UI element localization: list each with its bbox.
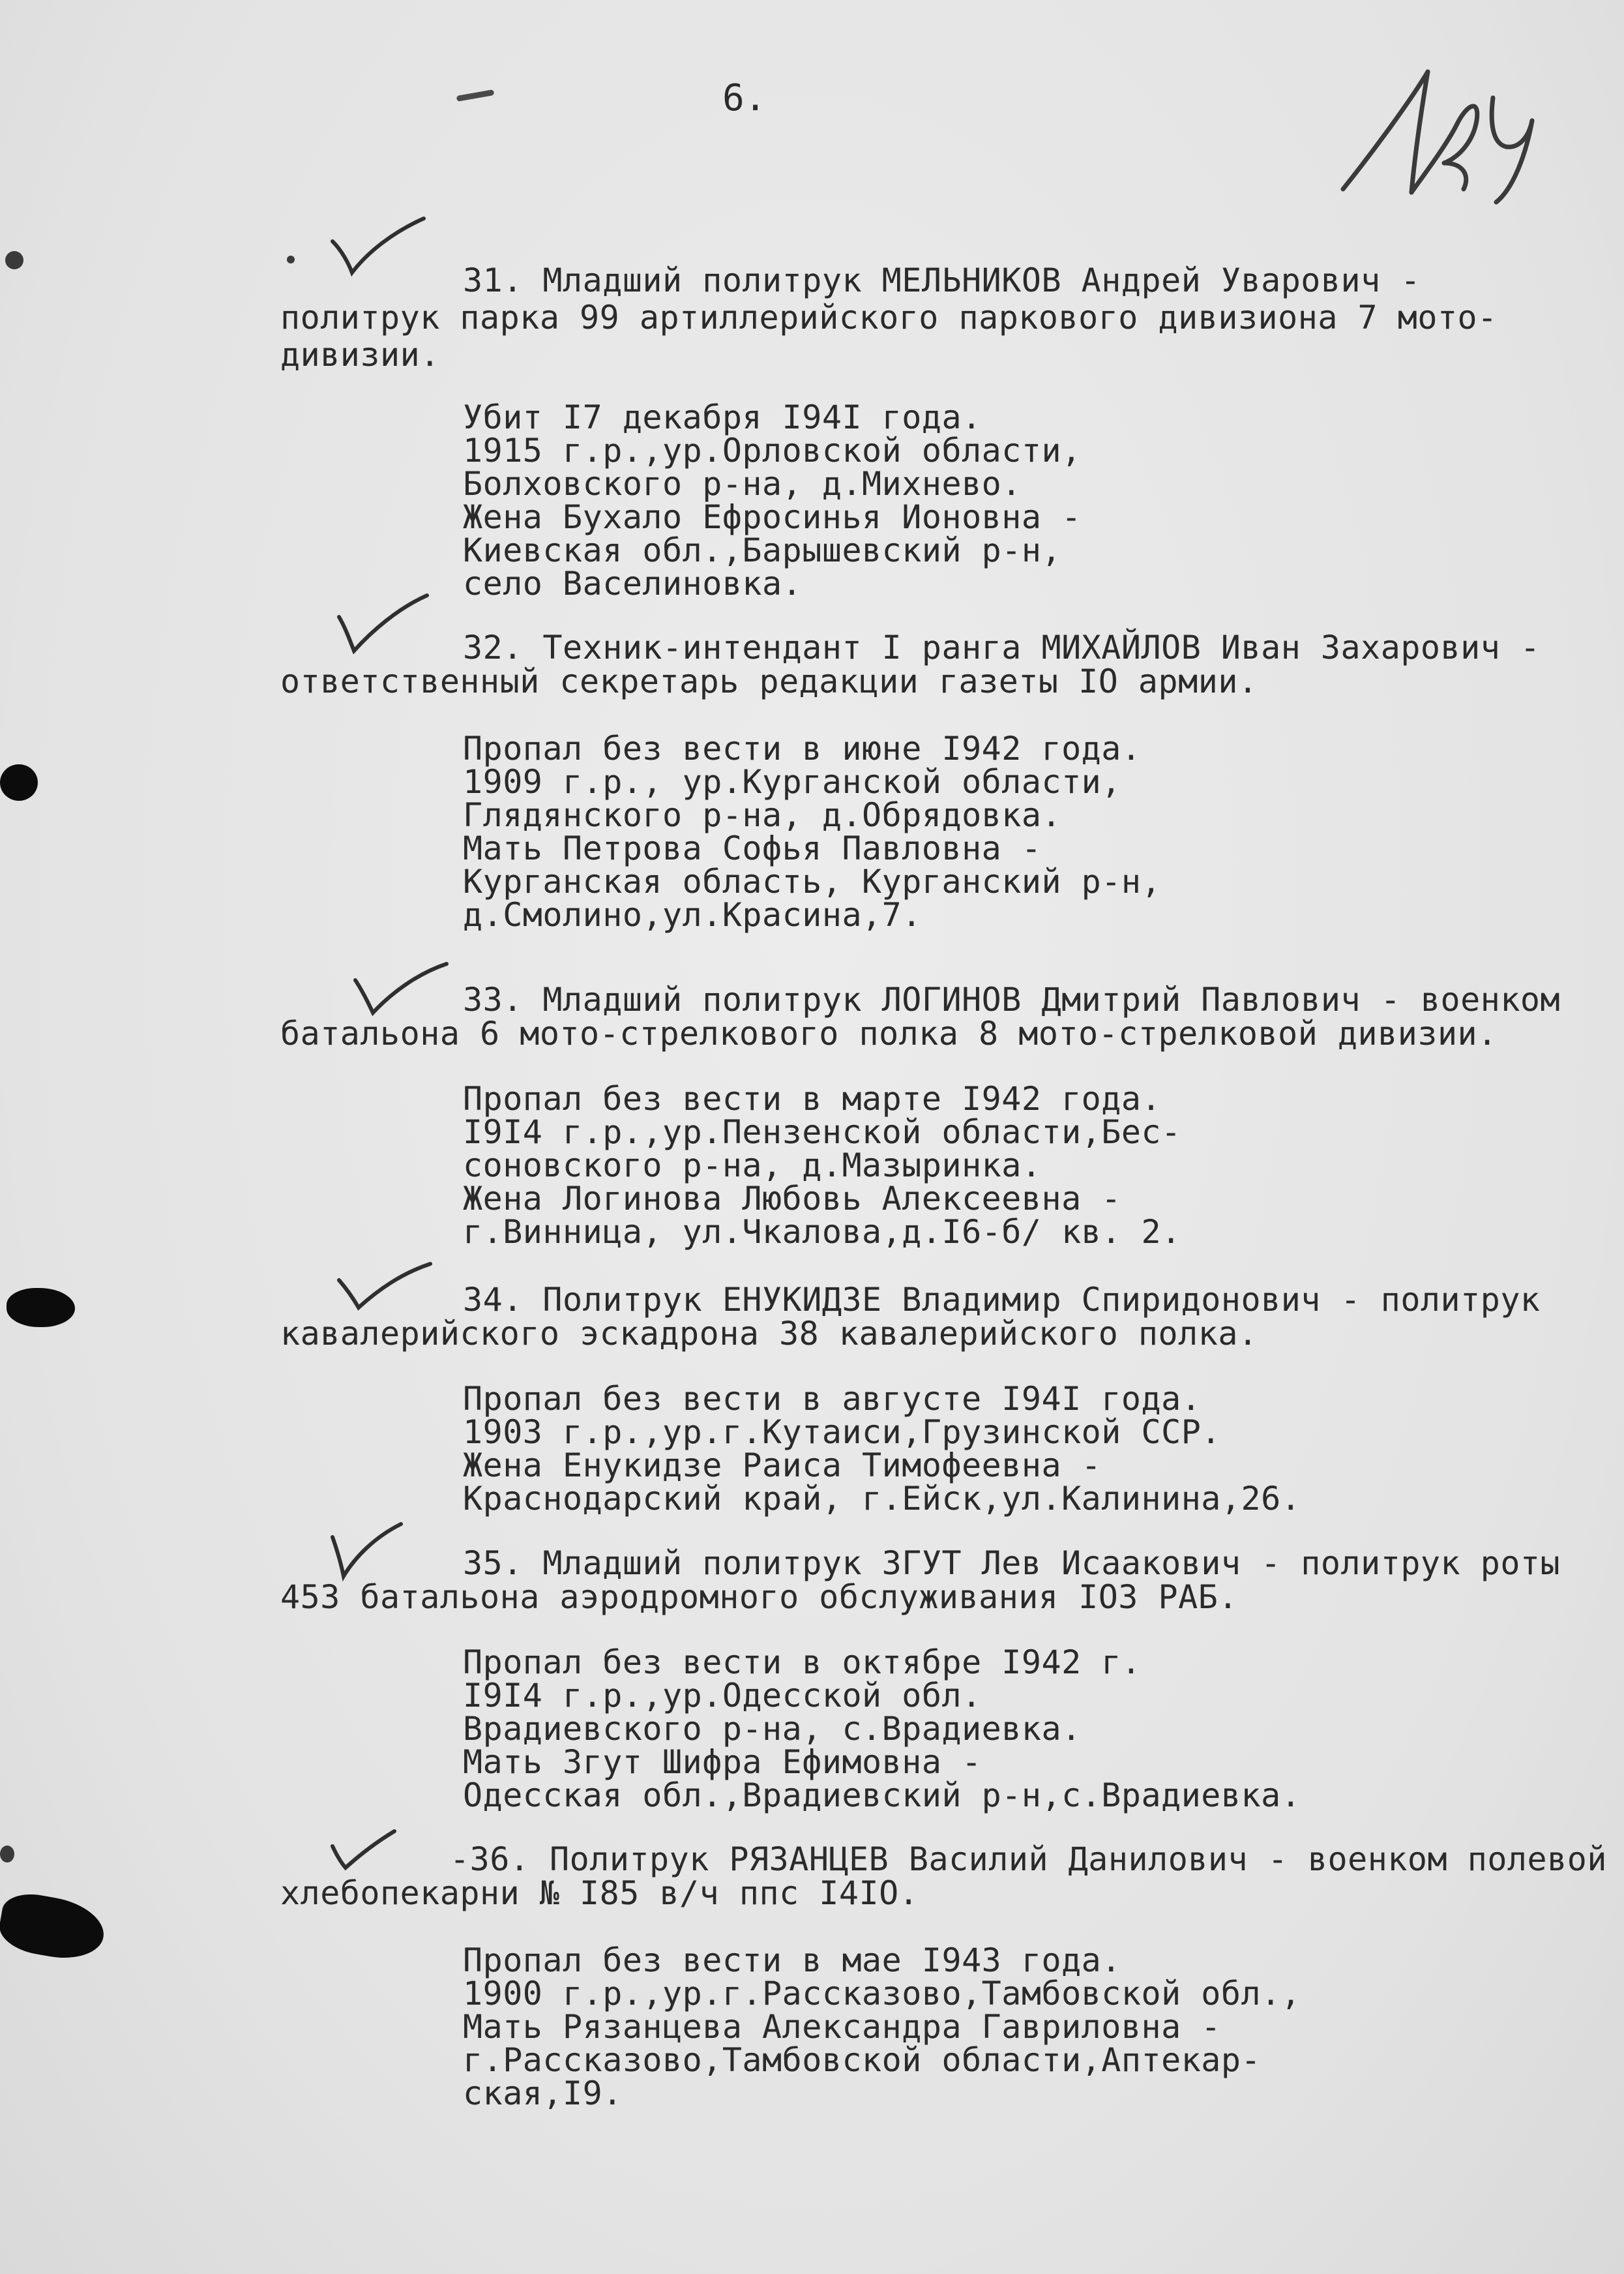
- entry-detail: г.Винница, ул.Чкалова,д.I6-б/ кв. 2.: [463, 1213, 1181, 1251]
- entry-detail: соновского р-на, д.Мазыринка.: [463, 1146, 1042, 1184]
- edge-mark: [0, 1846, 14, 1863]
- binder-hole: [0, 1889, 109, 1965]
- entry-heading: 34. Политрук ЕНУКИДЗЕ Владимир Спиридонович - политрук: [463, 1281, 1541, 1319]
- entry-detail: ская,I9.: [463, 2074, 623, 2112]
- entry-detail: Мать Петрова Софья Павловна -: [463, 830, 1042, 867]
- entry-detail: Пропал без вести в мае I943 года.: [463, 1941, 1121, 1979]
- entry-heading: -36. Политрук РЯЗАНЦЕВ Василий Данилович - военком полевой: [450, 1840, 1607, 1878]
- entry-detail: Пропал без вести в марте I942 года.: [463, 1080, 1162, 1118]
- edge-mark: [5, 251, 23, 269]
- check-mark-icon: [329, 1521, 427, 1583]
- entry-detail: 1909 г.р., ур.Курганской области,: [463, 763, 1121, 801]
- entry-detail: Пропал без вести в июне I942 года.: [463, 730, 1142, 768]
- entry-detail: Краснодарский край, г.Ейск,ул.Калинина,26.: [463, 1480, 1301, 1518]
- entry-detail: г.Рассказово,Тамбовской области,Аптекар-: [463, 2041, 1262, 2079]
- check-mark-icon: [336, 1261, 434, 1323]
- check-mark-icon: [329, 215, 427, 277]
- entry-detail: Мать Згут Шифра Ефимовна -: [463, 1743, 982, 1781]
- binder-hole: [7, 1288, 75, 1327]
- page-number: 6.: [722, 77, 767, 119]
- pencil-dash-mark: [456, 89, 495, 102]
- entry-detail: Мать Рязанцева Александра Гавриловна -: [463, 2008, 1221, 2046]
- entry-detail: Убит I7 декабря I94I года.: [463, 398, 982, 436]
- entry-continuation: батальона 6 мото-стрелкового полка 8 мото-стрелковой дивизии.: [280, 1015, 1498, 1053]
- entry-detail: село Васелиновка.: [463, 565, 803, 603]
- entry-detail: д.Смолино,ул.Красина,7.: [463, 896, 922, 934]
- entry-detail: Глядянского р-на, д.Обрядовка.: [463, 796, 1062, 834]
- entry-heading: 33. Младший политрук ЛОГИНОВ Дмитрий Павлович - военком: [463, 981, 1561, 1019]
- entry-detail: Курганская область, Курганский р-н,: [463, 863, 1162, 901]
- entry-detail: I9I4 г.р.,ур.Пензенской области,Бес-: [463, 1113, 1181, 1151]
- binder-hole: [0, 764, 38, 801]
- entry-continuation: 453 батальона аэродромного обслуживания IO3 РАБ.: [280, 1578, 1238, 1616]
- entry-continuation: хлебопекарни № I85 в/ч ппс I4IO.: [280, 1874, 919, 1912]
- entry-continuation: политрук парка 99 артиллерийского паркового дивизиона 7 мото-: [280, 299, 1498, 337]
- entry-detail: Пропал без вести в октябре I942 г.: [463, 1643, 1142, 1681]
- entry-detail: Жена Енукидзе Раиса Тимофеевна -: [463, 1446, 1102, 1484]
- entry-heading: 32. Техник-интендант I ранга МИХАЙЛОВ Иван Захарович -: [463, 629, 1541, 666]
- entry-heading: 31. Младший политрук МЕЛЬНИКОВ Андрей Уварович -: [463, 262, 1421, 299]
- check-mark-icon: [352, 961, 450, 1023]
- entry-detail: Жена Бухало Ефросинья Ионовна -: [463, 498, 1082, 536]
- entry-detail: Киевская обл.,Барышевский р-н,: [463, 531, 1062, 569]
- entry-detail: 1915 г.р.,ур.Орловской области,: [463, 432, 1082, 470]
- handwritten-folio-number: [1330, 59, 1552, 215]
- entry-detail: Жена Логинова Любовь Алексеевна -: [463, 1180, 1121, 1218]
- entry-detail: 1900 г.р.,ур.г.Рассказово,Тамбовской обл.,: [463, 1975, 1301, 2012]
- entry-continuation: дивизии.: [280, 336, 440, 374]
- entry-detail: Пропал без вести в августе I94I года.: [463, 1380, 1202, 1418]
- entry-detail: Врадиевского р-на, с.Врадиевка.: [463, 1710, 1082, 1748]
- entry-detail: Одесская обл.,Врадиевский р-н,с.Врадиевка.: [463, 1776, 1301, 1814]
- entry-detail: 1903 г.р.,ур.г.Кутаиси,Грузинской ССР.: [463, 1413, 1221, 1451]
- check-mark-icon: [336, 592, 434, 654]
- entry-detail: I9I4 г.р.,ур.Одесской обл.: [463, 1677, 982, 1714]
- entry-continuation: ответственный секретарь редакции газеты IO армии.: [280, 663, 1258, 700]
- edge-mark: [287, 256, 295, 263]
- entry-detail: Болховского р-на, д.Михнево.: [463, 465, 1022, 503]
- entry-heading: 35. Младший политрук ЗГУТ Лев Исаакович - политрук роты: [463, 1544, 1561, 1582]
- entry-continuation: кавалерийского эскадрона 38 кавалерийского полка.: [280, 1315, 1258, 1353]
